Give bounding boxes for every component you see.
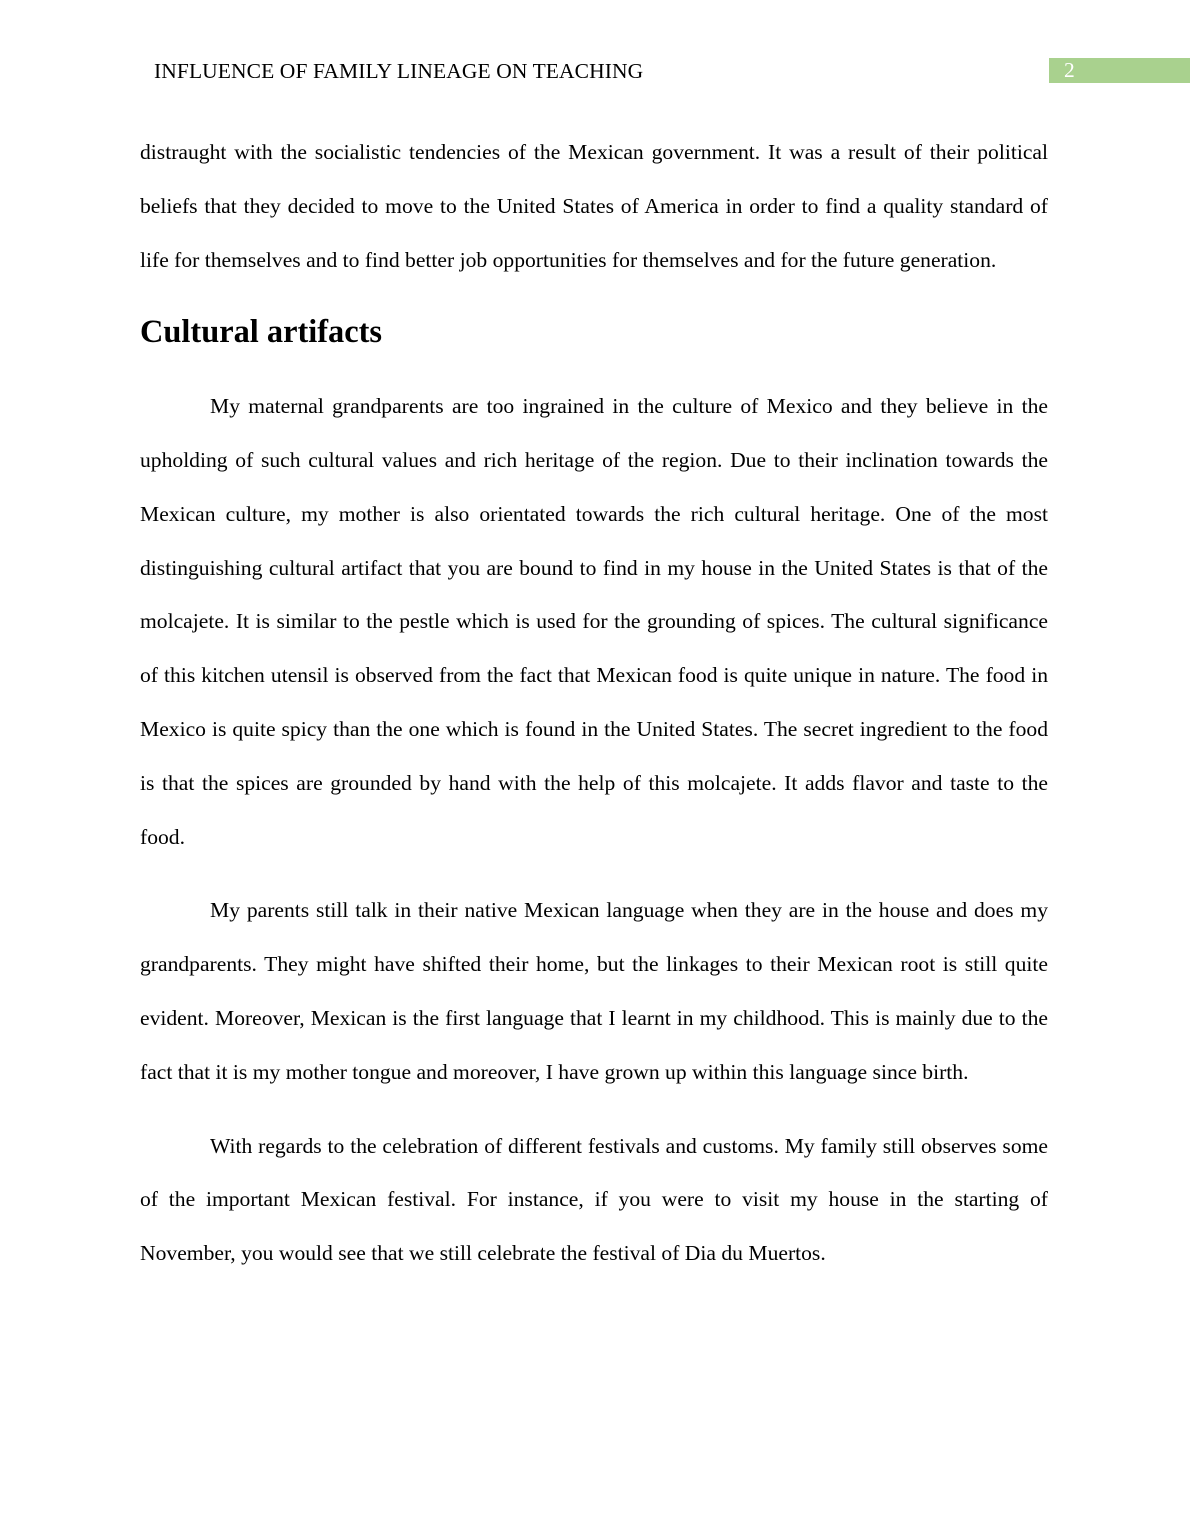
page-number: 2 xyxy=(1064,58,1075,82)
paragraph-language: My parents still talk in their native Mexican language when they are in the house and does my grandparents. They might have shifted their home, but the linkages to their Mexican root is still quite evident. Moreover, Mexican is the first language that I learnt in my childhood. This is mainly due to the fact that it is my mother tongue and moreover, I have grown up within this language since birth. xyxy=(140,898,1048,1084)
running-head: INFLUENCE OF FAMILY LINEAGE ON TEACHING xyxy=(154,59,644,83)
continued-paragraph: distraught with the socialistic tendencies of the Mexican government. It was a result of their political beliefs that they decided to move to the United States of America in order to find a quality standard of life for themselves and to find better job opportunities for themselves and for the future generation. xyxy=(140,140,1048,272)
body-text xyxy=(140,126,1048,1281)
page-number-badge xyxy=(1049,58,1190,83)
paragraph-festivals: With regards to the celebration of different festivals and customs. My family still observes some of the important Mexican festival. For instance, if you were to visit my house in the starting of November, you would see that we still celebrate the festival of Dia du Muertos. xyxy=(140,1133,1048,1266)
paragraph-cultural-artifact: My maternal grandparents are too ingrained in the culture of Mexico and they believe in the upholding of such cultural values and rich heritage of the region. Due to their inclination towards the Mexican culture, my mother is also orientated towards the rich cultural heritage. One of the most distinguishing cultural artifact that you are bound to find in my house in the United States is that of the molcajete. It is similar to the pestle which is used for the grounding of spices. The cultural significance of this kitchen utensil is observed from the fact that Mexican food is quite unique in nature. The food in Mexico is quite spicy than the one which is found in the United States. The secret ingredient to the food is that the spices are grounded by hand with the help of this molcajete. It adds flavor and taste to the food. xyxy=(140,394,1048,849)
section-heading: Cultural artifacts xyxy=(140,314,382,351)
